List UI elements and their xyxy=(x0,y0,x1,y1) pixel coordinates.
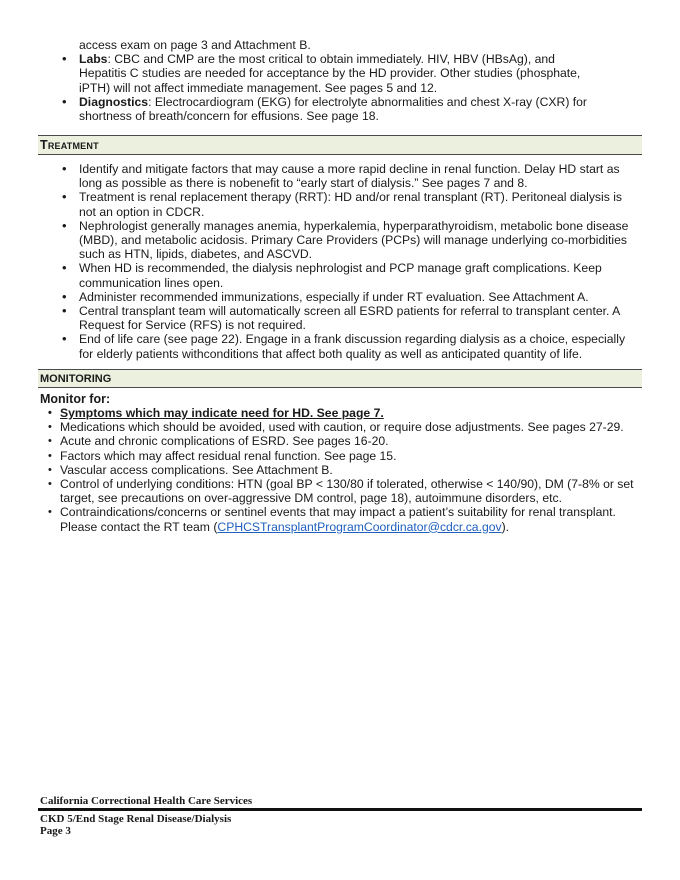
list-item: • Control of underlying conditions: HTN (goal BP < 130/80 if tolerated, otherwise < 140/90), DM (7-8% or set target, see precautions on over-aggressive DM control, page 18), autoimmune disorders, etc. xyxy=(48,477,640,505)
list-item: • Administer recommended immunizations, especially if under RT evaluation. See Attachment A. xyxy=(62,290,632,304)
contact-text: Contraindications/concerns or sentinel events that may impact a patient’s suitability for renal transplant. Please contact the RT team ( xyxy=(60,505,616,534)
list-item xyxy=(62,38,602,52)
list-item: • Nephrologist generally manages anemia, hyperkalemia, hyperparathyroidism, metabolic bone disease (MBD), and metabolic acidosis. Primary Care Providers (PCPs) will manage underlying co-morbidities such as HTN, lipids, diabetes, and ASCVD. xyxy=(62,219,632,262)
list-item: • Central transplant team will automatically screen all ESRD patients for referral to transplant center. A Request for Service (RFS) is not required. xyxy=(62,304,632,332)
footer-page-number: Page 3 xyxy=(40,825,71,837)
list-item-diagnostics xyxy=(62,95,602,123)
footer-document-title: CKD 5/End Stage Renal Disease/Dialysis xyxy=(40,813,232,825)
list-item: • Identify and mitigate factors that may cause a more rapid decline in renal function. Delay HD start as long as possible as there is nobenefit to “early start of dialysis.” See pages 7 and 8. xyxy=(62,162,632,190)
list-item-labs xyxy=(62,52,602,95)
diagnostics-text: : Electrocardiogram (EKG) for electrolyte abnormalities and chest X-ray (CXR) for shortness of breath/concern for effusions. See page 18. xyxy=(79,94,587,124)
footer-organization: California Correctional Health Care Services xyxy=(40,795,253,807)
list-item: • Medications which should be avoided, used with caution, or require dose adjustments. See pages 27-29. xyxy=(48,420,640,434)
treatment-heading: Treatment xyxy=(40,138,99,152)
labs-text: : CBC and CMP are the most critical to obtain immediately. HIV, HBV (HBsAg), and Hepatitis C studies are needed for acceptance by the HD provider. Other studies (phosphate, iPTH) will not affect immediate management. See pages 5 and 12. xyxy=(79,52,581,95)
labs-label: Labs xyxy=(79,52,108,67)
workup-continued-list xyxy=(62,38,602,123)
monitoring-heading: MONITORING xyxy=(40,373,112,385)
treatment-section-header xyxy=(38,135,642,155)
monitoring-section-header xyxy=(38,369,642,388)
contact-tail: ). xyxy=(501,519,510,534)
list-item: • Vascular access complications. See Attachment B. xyxy=(48,463,640,477)
access-line: access exam on page 3 and Attachment B. xyxy=(79,38,311,52)
list-item-contact xyxy=(48,505,640,533)
monitoring-list xyxy=(48,406,640,534)
email-link[interactable]: CPHCSTransplantProgramCoordinator@cdcr.ca.gov xyxy=(217,519,502,534)
list-item: • Acute and chronic complications of ESRD. See pages 16-20. xyxy=(48,434,640,448)
diagnostics-label: Diagnostics xyxy=(79,94,149,109)
list-item: • End of life care (see page 22). Engage in a frank discussion regarding dialysis as a choice, especially for elderly patients withconditions that affect both quality as well as anticipated quantity of life. xyxy=(62,332,632,360)
monitor-for-heading: Monitor for: xyxy=(40,392,111,406)
list-item: • When HD is recommended, the dialysis nephrologist and PCP manage graft complications. Keep communication lines open. xyxy=(62,261,632,289)
list-item: • Treatment is renal replacement therapy (RRT): HD and/or renal transplant (RT). Peritoneal dialysis is not an option in CDCR. xyxy=(62,190,632,218)
footer-divider xyxy=(38,808,642,811)
list-item: • Factors which may affect residual renal function. See page 15. xyxy=(48,449,640,463)
treatment-list xyxy=(62,162,632,361)
list-item: • Symptoms which may indicate need for HD. See page 7. xyxy=(48,406,640,420)
